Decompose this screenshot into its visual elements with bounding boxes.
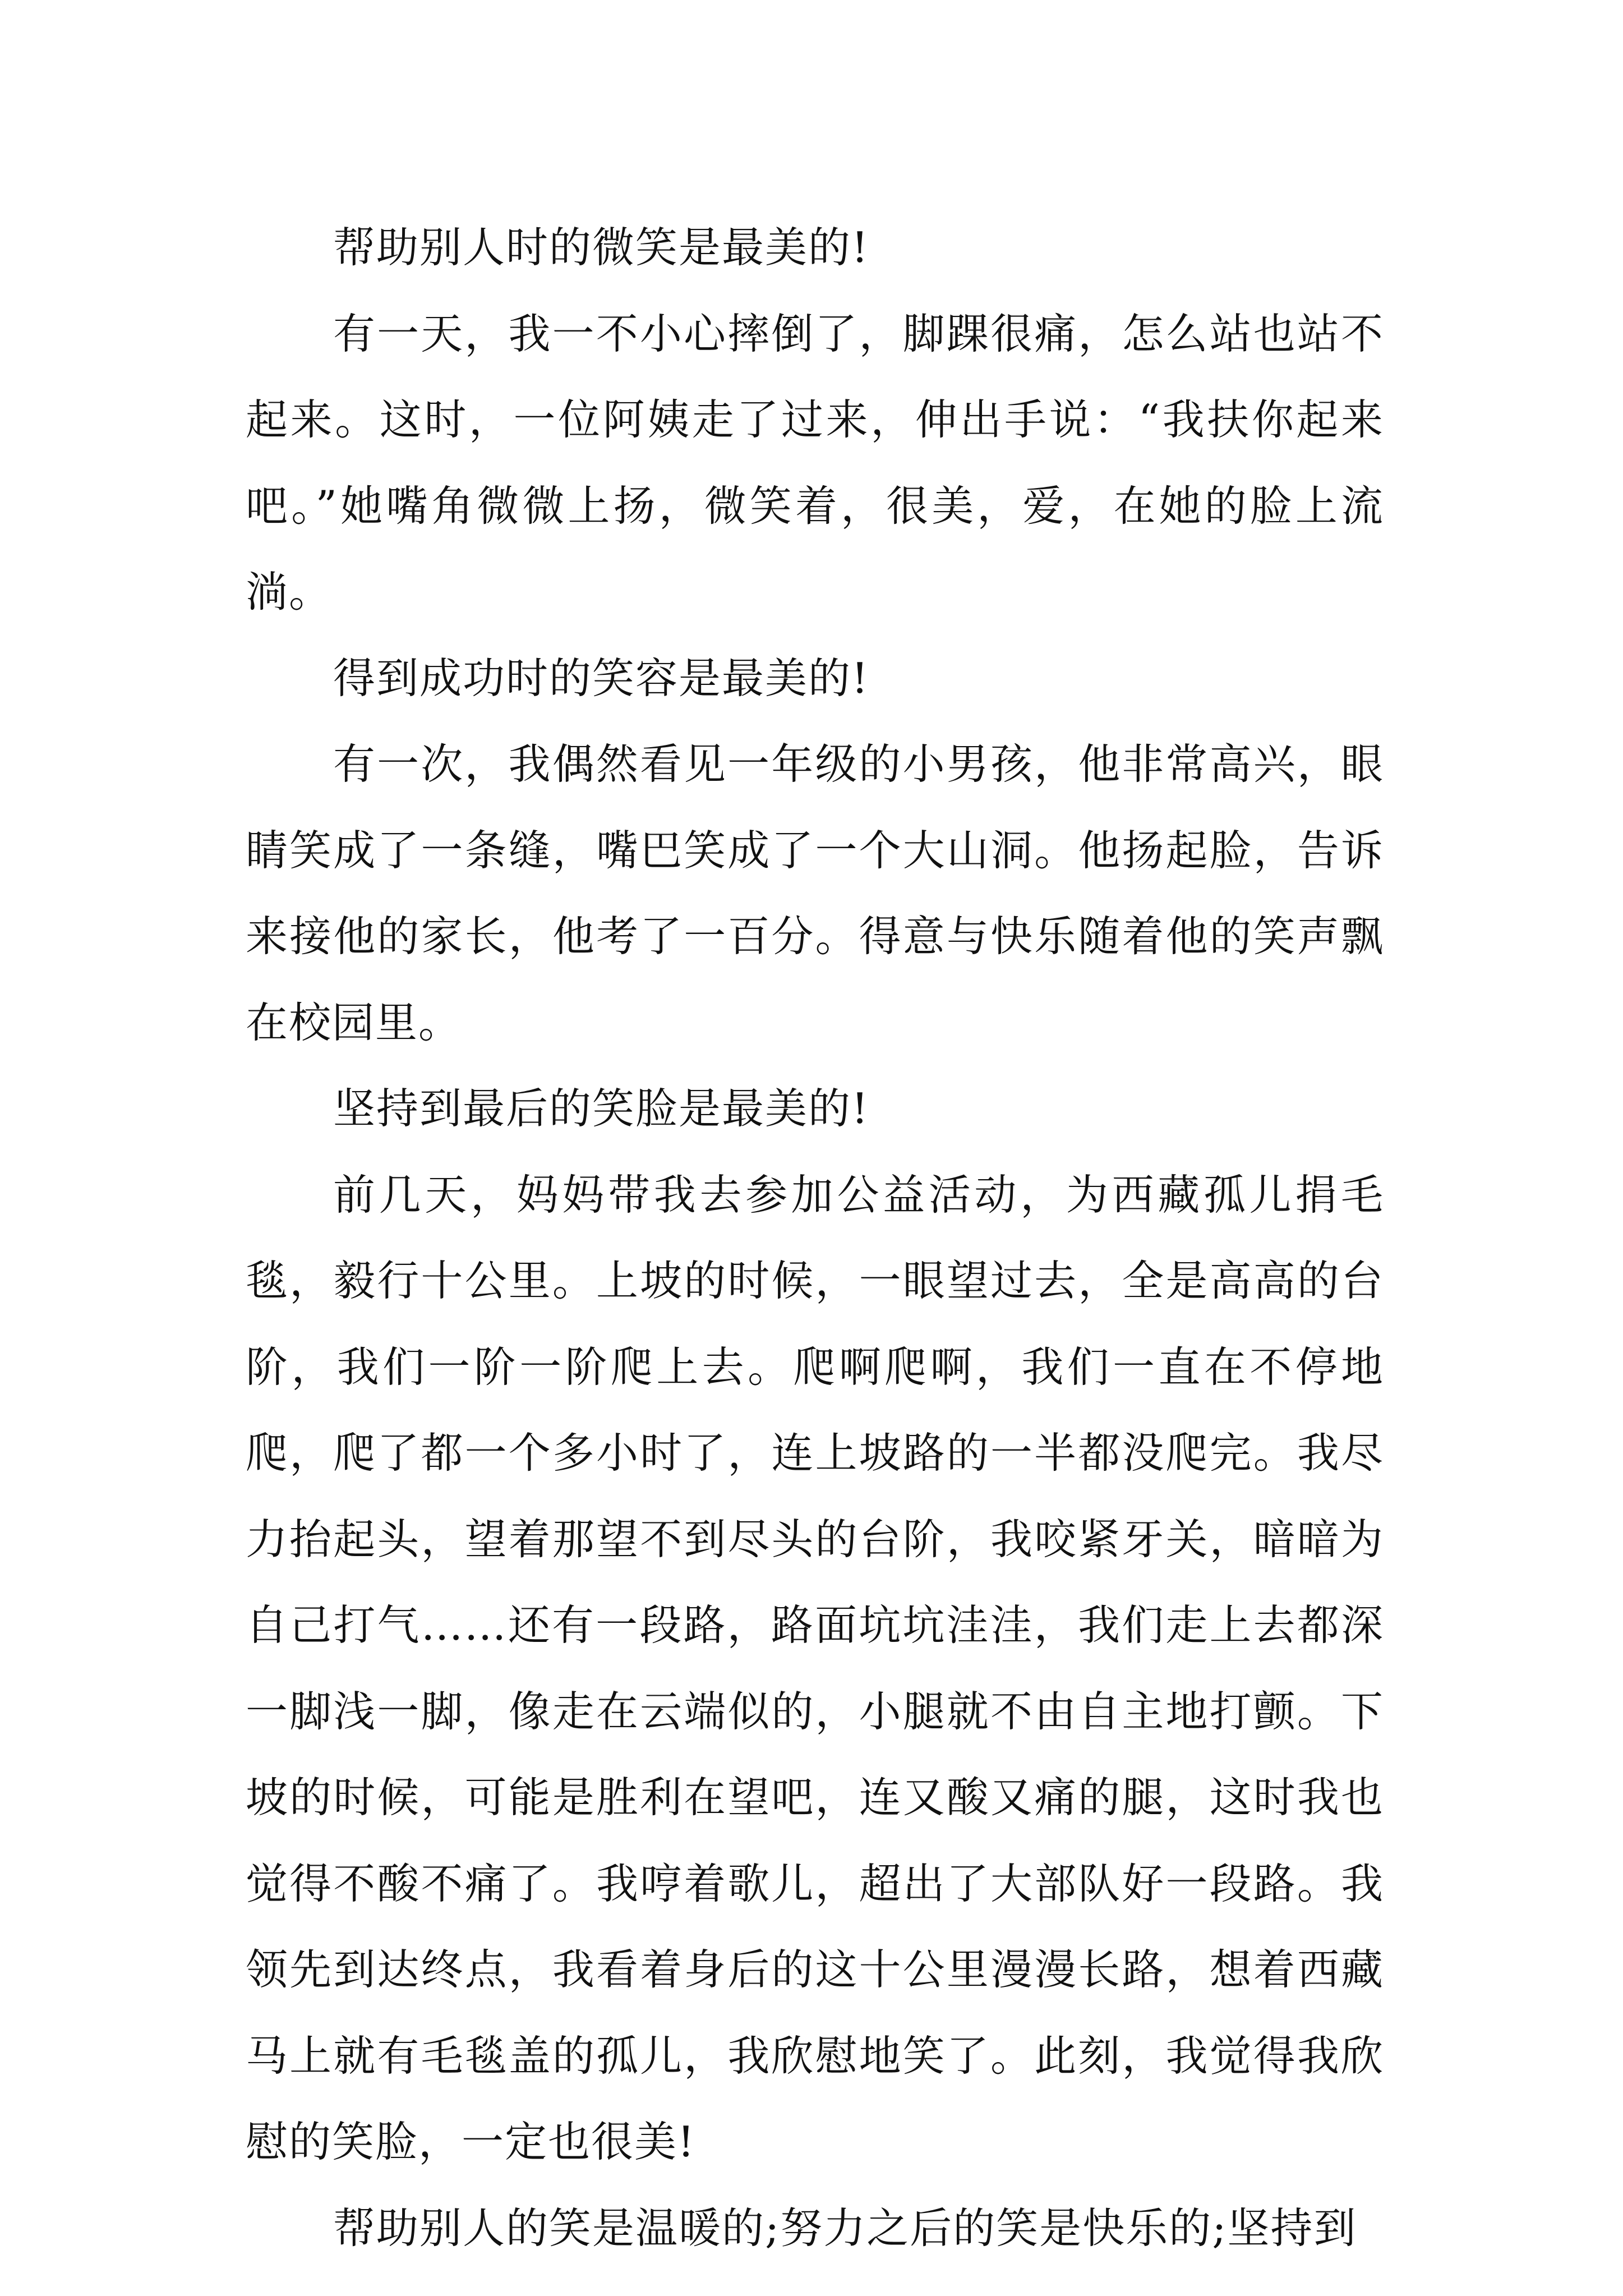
heading-helping-smile: 帮助别人时的微笑是最美的! xyxy=(333,223,870,272)
paragraph-aunt-help: 有一天，我一不小心摔倒了，脚踝很痛，怎么站也站不起来。这时，一位阿姨走了过来，伸出手说：“我扶你起来吧。”她嘴角微微上扬，微笑着，很美，爱，在她的脸上流淌。 xyxy=(246,309,1384,616)
heading-success-smile: 得到成功时的笑容是最美的! xyxy=(333,653,870,703)
heading-perseverance-smile: 坚持到最后的笑脸是最美的! xyxy=(333,1084,870,1133)
paragraph-charity-walk: 前几天，妈妈带我去参加公益活动，为西藏孤儿捐毛毯，毅行十公里。上坡的时候，一眼望过去，全是高高的台阶，我们一阶一阶爬上去。爬啊爬啊，我们一直在不停地爬，爬了都一个多小时了，连上坡路的一半都没爬完。我尽力抬起头，望着那望不到尽头的台阶，我咬紧牙关，暗暗为自己打气……还有一段路，路面坑坑洼洼，我们走上去都深一脚浅一脚，像走在云端似的，小腿就不由自主地打颤。下坡的时候，可能是胜利在望吧，连又酸又痛的腿，这时我也觉得不酸不痛了。我哼着歌儿，超出了大部队好一段路。我领先到达终点，我看着身后的这十公里漫漫长路，想着西藏马上就有毛毯盖的孤儿，我欣慰地笑了。此刻，我觉得我欣慰的笑脸，一定也很美! xyxy=(246,1170,1384,2166)
document-body xyxy=(246,205,1384,2271)
paragraph-first-grader: 有一次，我偶然看见一年级的小男孩，他非常高兴，眼睛笑成了一条缝，嘴巴笑成了一个大山洞。他扬起脸，告诉来接他的家长，他考了一百分。得意与快乐随着他的笑声飘在校园里。 xyxy=(246,739,1384,1047)
paragraph-conclusion: 帮助别人的笑是温暖的;努力之后的笑是快乐的;坚持到 xyxy=(333,2203,1357,2253)
